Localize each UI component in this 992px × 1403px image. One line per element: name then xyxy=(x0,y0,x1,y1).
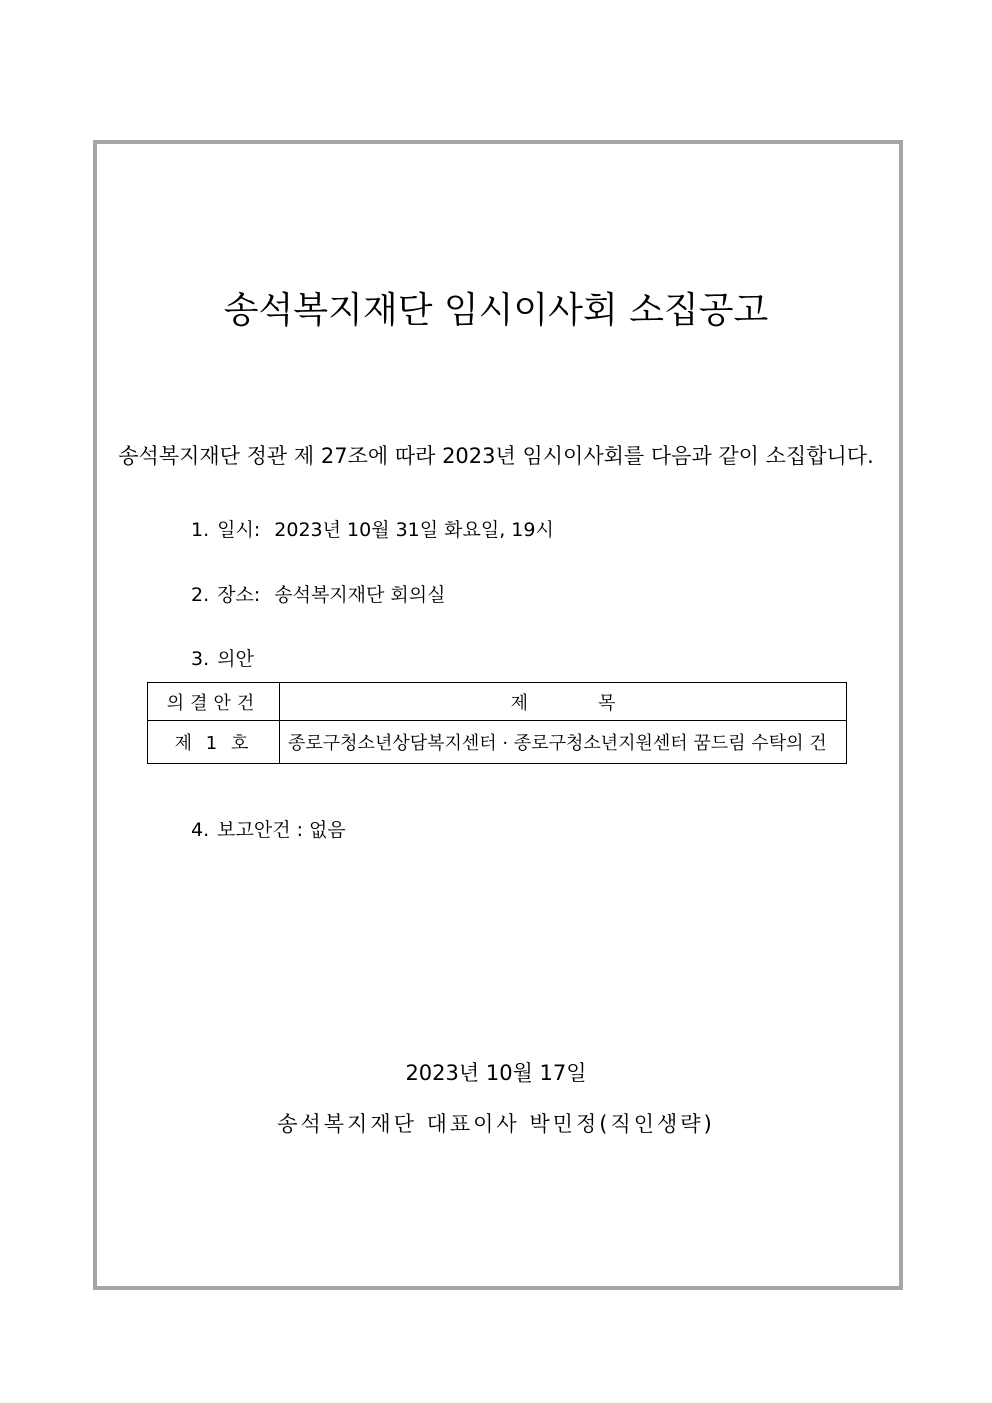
document-date: 2023년 10월 17일 xyxy=(405,1061,587,1085)
item-agenda xyxy=(191,644,268,671)
table-cell-subject: 종로구청소년상담복지센터 · 종로구청소년지원센터 꿈드림 수탁의 건 xyxy=(280,721,847,764)
table-header-subject: 제목 xyxy=(280,683,847,721)
item-number: 1. xyxy=(191,519,210,541)
item-label: 장소: xyxy=(217,584,261,606)
item-value: 보고안건 : 없음 xyxy=(217,819,346,841)
item-report xyxy=(191,815,346,842)
agenda-table xyxy=(147,682,847,764)
intro-paragraph: 송석복지재단 정관 제 27조에 따라 2023년 임시이사회를 다음과 같이 소집합니다. xyxy=(118,444,874,468)
table-header-case: 의결안건 xyxy=(148,683,280,721)
item-value: 2023년 10월 31일 화요일, 19시 xyxy=(274,519,554,541)
item-label: 의안 xyxy=(217,648,254,670)
document-title: 송석복지재단 임시이사회 소집공고 xyxy=(223,290,769,331)
item-number: 4. xyxy=(191,819,210,841)
case-text: 제 1 호 xyxy=(174,733,253,754)
table-header-row xyxy=(148,683,847,721)
item-number: 3. xyxy=(191,648,210,670)
item-label: 일시: xyxy=(217,519,261,541)
document-signer: 송석복지재단 대표이사 박민정(직인생략) xyxy=(277,1112,715,1136)
item-datetime xyxy=(191,515,554,542)
item-location xyxy=(191,580,446,607)
item-value: 송석복지재단 회의실 xyxy=(274,584,446,606)
table-row xyxy=(148,721,847,764)
table-cell-case xyxy=(148,721,280,764)
item-number: 2. xyxy=(191,584,210,606)
